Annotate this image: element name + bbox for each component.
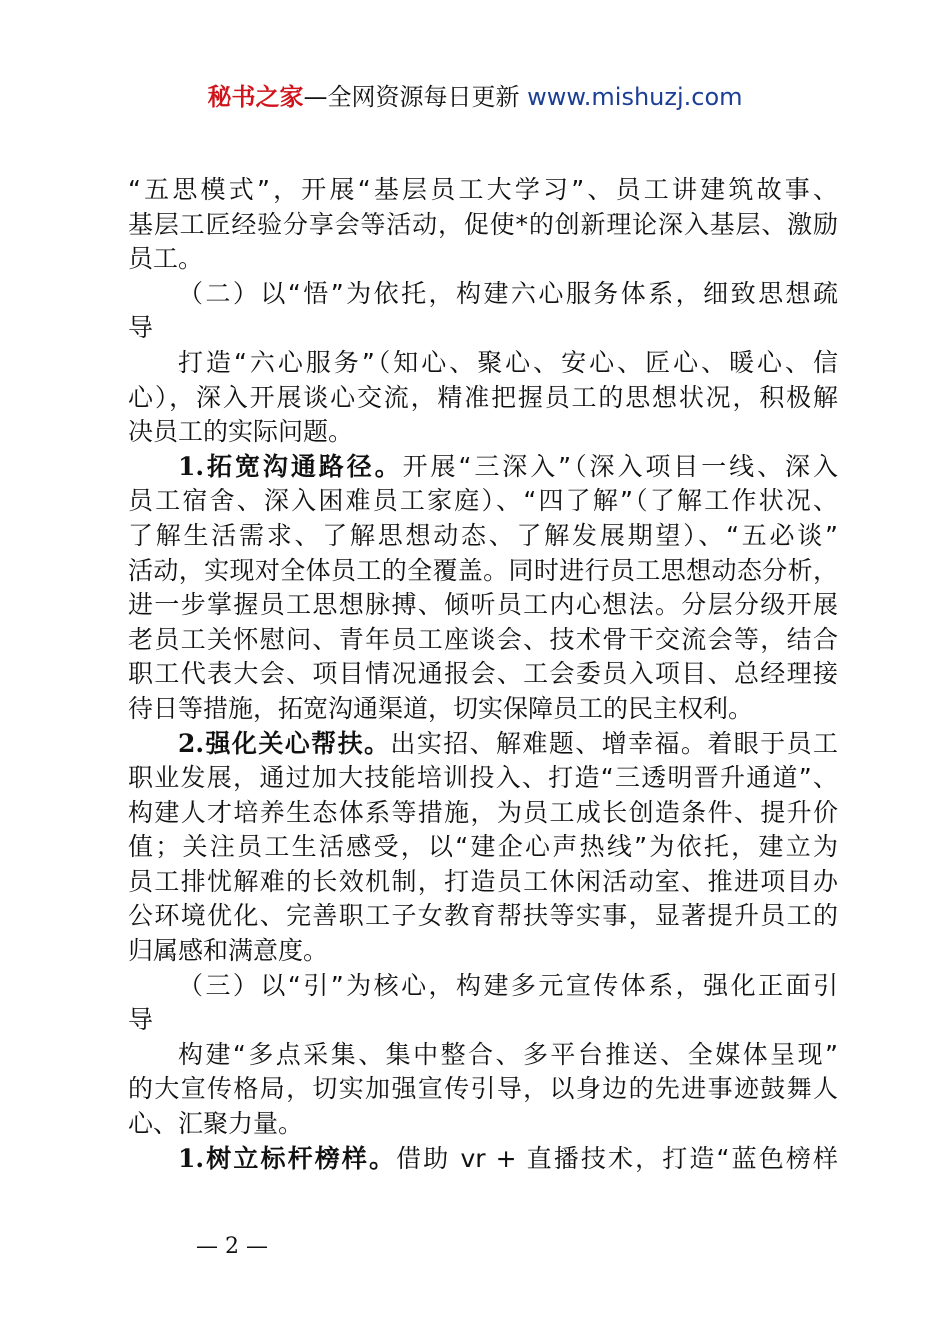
section-heading [128, 277, 838, 346]
page-number: — 2 — [196, 1234, 268, 1259]
item-number: 1. [178, 1143, 205, 1173]
header-slogan: —全网资源每日更新 [303, 83, 528, 111]
text-line: 归属感和满意度。 [128, 936, 329, 966]
document-body [128, 173, 838, 1176]
text-line: 心），深入开展谈心交流，精准把握员工的思想状况，积极解 [128, 382, 838, 412]
text-line: 导 [128, 1005, 154, 1035]
text-line: 活动，实现对全体员工的全覆盖。同时进行员工思想动态分析， [128, 555, 838, 585]
numbered-paragraph [128, 727, 838, 969]
numbered-paragraph [128, 450, 838, 727]
site-url: www.mishuzj.com [527, 83, 743, 111]
text-line: 打造“六心服务”（知心、聚心、安心、匠心、暖心、信 [178, 347, 838, 377]
text-line [128, 727, 838, 762]
item-number: 2. [178, 728, 205, 758]
text-line: 构建人才培养生态体系等措施，为员工成长创造条件、提升价 [128, 797, 838, 827]
text-line: 值；关注员工生活感受，以“建企心声热线”为依托，建立为 [128, 832, 838, 862]
text-line: 待日等措施，拓宽沟通渠道，切实保障员工的民主权利。 [128, 693, 754, 723]
numbered-paragraph [128, 1142, 838, 1177]
text-line: 决员工的实际问题。 [128, 417, 354, 447]
text-line [128, 1142, 838, 1177]
paragraph [128, 1038, 838, 1142]
text-line: 基层工匠经验分享会等活动，促使*的创新理论深入基层、激励 [128, 209, 838, 239]
line-text: 出实招、解难题、增幸福。着眼于员工 [390, 728, 838, 758]
text-line: （二）以“悟”为依托，构建六心服务体系，细致思想疏 [178, 278, 838, 308]
text-line [128, 450, 838, 485]
text-line: 构建“多点采集、集中整合、多平台推送、全媒体呈现” [178, 1039, 838, 1069]
text-line: 职业发展，通过加大技能培训投入、打造“三透明晋升通道”、 [128, 763, 838, 793]
line-text: 开展“三深入”（深入项目一线、深入 [402, 451, 838, 481]
text-line: 员工。 [128, 244, 204, 274]
section-heading [128, 969, 838, 1038]
text-line: （三）以“引”为核心，构建多元宣传体系，强化正面引 [178, 970, 838, 1000]
text-line: 公环境优化、完善职工子女教育帮扶等实事，显著提升员工的 [128, 901, 838, 931]
text-line: 进一步掌握员工思想脉搏、倾听员工内心想法。分层分级开展 [128, 590, 838, 620]
text-line: 了解生活需求、了解思想动态、了解发展期望）、“五必谈” [128, 520, 838, 550]
paragraph [128, 173, 838, 277]
item-title: 树立标杆榜样。 [204, 1143, 397, 1173]
text-line: “五思模式”，开展“基层员工大学习”、员工讲建筑故事、 [128, 175, 838, 204]
text-line: 员工排忧解难的长效机制，打造员工休闲活动室、推进项目办 [128, 866, 838, 896]
item-number: 1. [178, 451, 205, 481]
item-title: 强化关心帮扶。 [204, 728, 391, 758]
text-line: 职工代表大会、项目情况通报会、工会委员入项目、总经理接 [128, 659, 838, 689]
brand-name: 秘书之家 [207, 83, 304, 111]
text-line: 的大宣传格局，切实加强宣传引导，以身边的先进事迹鼓舞人 [128, 1074, 838, 1104]
text-line: 老员工关怀慰问、青年员工座谈会、技术骨干交流会等，结合 [128, 624, 838, 654]
site-header [0, 80, 950, 114]
text-line: 心、汇聚力量。 [128, 1109, 304, 1139]
line-text: 借助 vr + 直播技术，打造“蓝色榜样 [396, 1143, 838, 1173]
item-title: 拓宽沟通路径。 [204, 451, 403, 481]
text-line: 员工宿舍、深入困难员工家庭）、“四了解”（了解工作状况、 [128, 486, 838, 516]
text-line: 导 [128, 313, 154, 343]
paragraph [128, 346, 838, 450]
